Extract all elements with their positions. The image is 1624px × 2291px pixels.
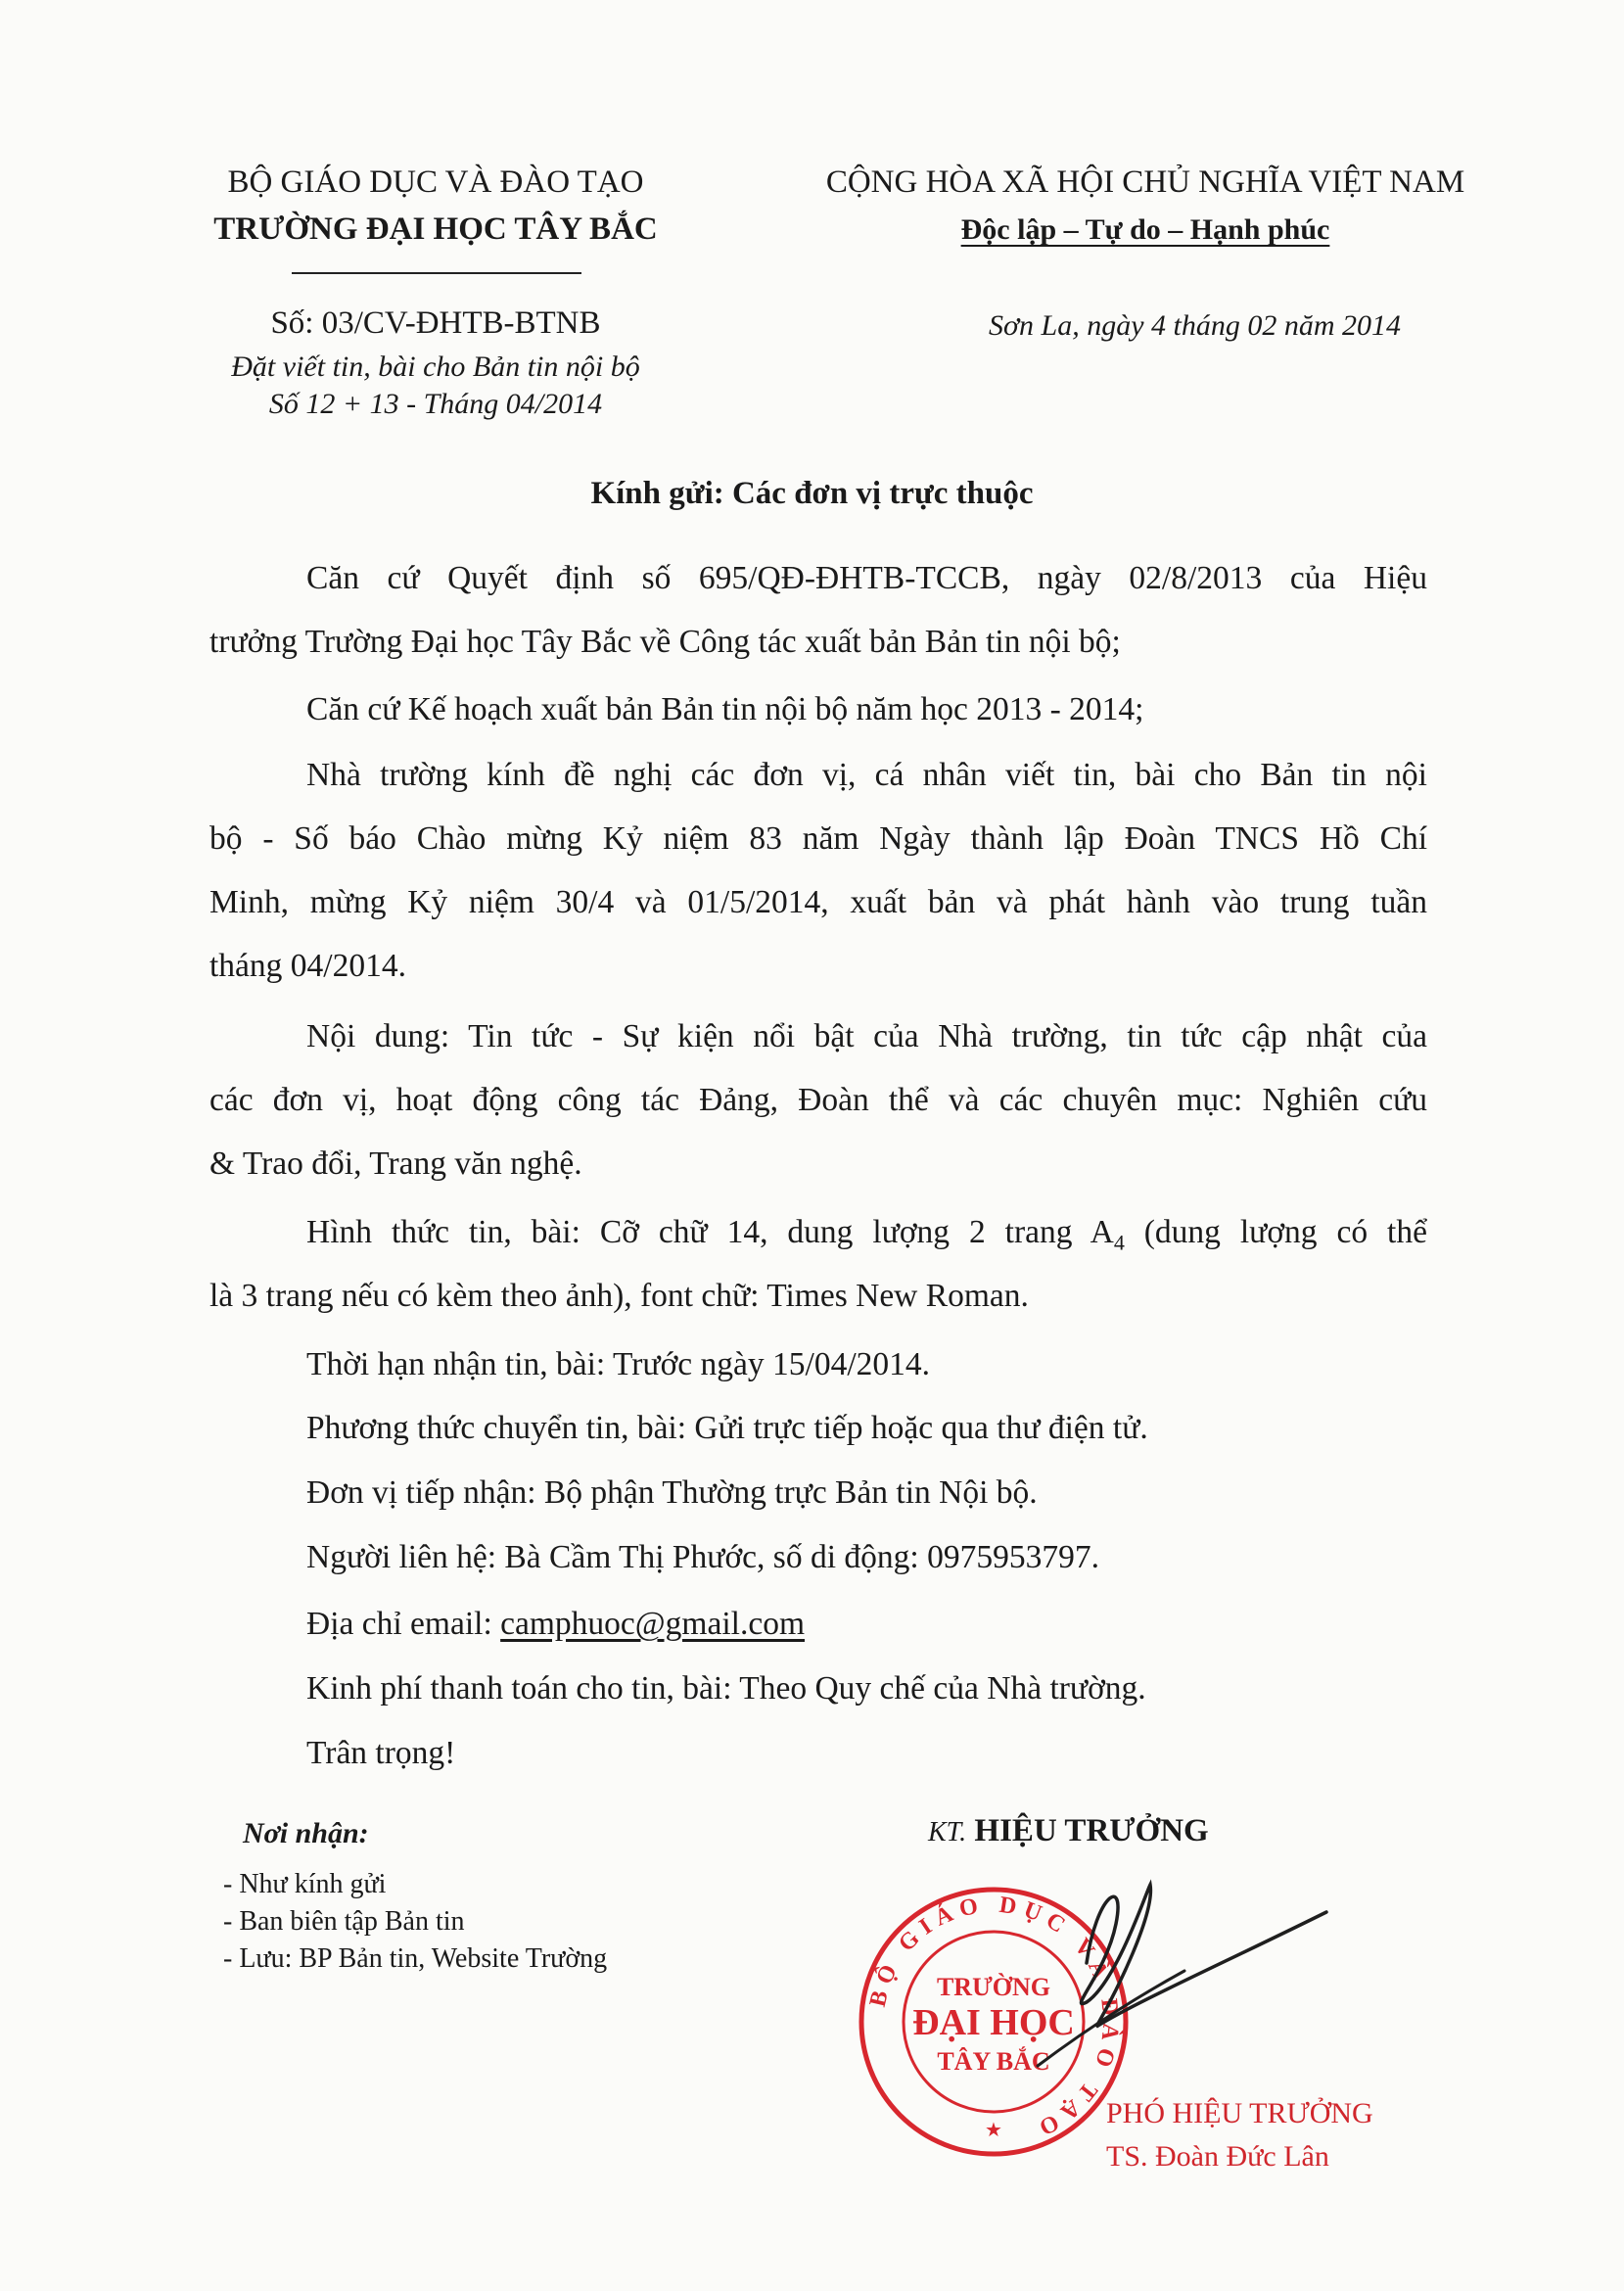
paragraph-10 (306, 1606, 805, 1643)
subject-line-1: Đặt viết tin, bài cho Bản tin nội bộ (231, 351, 640, 383)
paragraph-4-line-1: Nội dung: Tin tức - Sự kiện nổi bật của Nhà trường, tin tức cập nhật của (306, 1018, 1427, 1054)
stamp-ring-text: BỘ GIÁO DỤC VÀ ĐÀO TẠO (864, 1892, 1124, 2143)
signature-heading: HIỆU TRƯỞNG (974, 1813, 1209, 1848)
place-date: Sơn La, ngày 4 tháng 02 năm 2014 (989, 309, 1402, 342)
signature-role: PHÓ HIỆU TRƯỞNG (1106, 2097, 1373, 2129)
email-label: Địa chỉ email: (306, 1606, 501, 1642)
paragraph-6: Thời hạn nhận tin, bài: Trước ngày 15/04/2014. (306, 1346, 931, 1382)
paragraph-3-line-1: Nhà trường kính đề nghị các đơn vị, cá nhân viết tin, bài cho Bản tin nội (306, 757, 1427, 793)
salutation: Kính gửi: Các đơn vị trực thuộc (590, 476, 1034, 511)
paragraph-5-line-1 (306, 1214, 1427, 1256)
paragraph-11: Kinh phí thanh toán cho tin, bài: Theo Quy chế của Nhà trường. (306, 1670, 1146, 1707)
format-subscript: 4 (1113, 1230, 1125, 1255)
paragraph-4-line-2: các đơn vị, hoạt động công tác Đảng, Đoàn thể và các chuyên mục: Nghiên cứu (209, 1082, 1427, 1118)
document-number: Số: 03/CV-ĐHTB-BTNB (270, 305, 601, 341)
motto-wrap (754, 213, 1537, 247)
paragraph-1-line-2: trưởng Trường Đại học Tây Bắc về Công tác xuất bản Bản tin nội bộ; (209, 624, 1121, 660)
recipient-item: - Lưu: BP Bản tin, Website Trường (223, 1943, 608, 1974)
ministry-name: BỘ GIÁO DỤC VÀ ĐÀO TẠO (227, 164, 644, 200)
header-divider (292, 272, 581, 274)
paragraph-1-line-1: Căn cứ Quyết định số 695/QĐ-ĐHTB-TCCB, ngày 02/8/2013 của Hiệu (306, 560, 1427, 596)
handwritten-signature (979, 1855, 1351, 2090)
stamp-star-icon: ★ (985, 2120, 1002, 2141)
subject-line-2: Số 12 + 13 - Tháng 04/2014 (268, 388, 603, 420)
recipient-item: - Như kính gửi (223, 1869, 387, 1899)
stamp-line-1: TRƯỜNG (936, 1973, 1051, 2001)
signature-stroke (1081, 1885, 1326, 2027)
stamp-line-2: ĐẠI HỌC (912, 2002, 1075, 2043)
paragraph-3-line-2: bộ - Số báo Chào mừng Kỷ niệm 83 năm Ngày thành lập Đoàn TNCS Hồ Chí (209, 820, 1427, 857)
paragraph-4-line-3: & Trao đổi, Trang văn nghệ. (209, 1146, 582, 1182)
closing: Trân trọng! (306, 1735, 456, 1771)
paragraph-2: Căn cứ Kế hoạch xuất bản Bản tin nội bộ năm học 2013 - 2014; (306, 691, 1144, 727)
signer-name: TS. Đoàn Đức Lân (1106, 2140, 1329, 2173)
format-text-b: (dung lượng có thể (1124, 1214, 1427, 1250)
signature-title (928, 1813, 1209, 1849)
email-link[interactable]: camphuoc@gmail.com (500, 1606, 805, 1642)
format-text-a: Hình thức tin, bài: Cỡ chữ 14, dung lượng 2 trang A (306, 1214, 1114, 1250)
paragraph-8: Đơn vị tiếp nhận: Bộ phận Thường trực Bản tin Nội bộ. (306, 1474, 1038, 1511)
signature-prefix: KT. (928, 1817, 967, 1847)
paragraph-3-line-4: tháng 04/2014. (209, 948, 406, 984)
republic-name: CỘNG HÒA XÃ HỘI CHỦ NGHĨA VIỆT NAM (825, 164, 1465, 200)
recipient-item: - Ban biên tập Bản tin (223, 1906, 465, 1937)
stamp-line-3: TÂY BẮC (937, 2047, 1050, 2076)
university-name: TRƯỜNG ĐẠI HỌC TÂY BẮC (213, 211, 658, 247)
paragraph-5-line-2: là 3 trang nếu có kèm theo ảnh), font chữ: Times New Roman. (209, 1278, 1029, 1314)
recipients-list (223, 1866, 607, 1978)
recipients-title: Nơi nhận: (243, 1817, 369, 1849)
national-motto: Độc lập – Tự do – Hạnh phúc (960, 213, 1330, 246)
paragraph-3-line-3: Minh, mừng Kỷ niệm 30/4 và 01/5/2014, xuất bản và phát hành vào trung tuần (209, 884, 1427, 920)
paragraph-7: Phương thức chuyển tin, bài: Gửi trực tiếp hoặc qua thư điện tử. (306, 1410, 1148, 1446)
paragraph-9: Người liên hệ: Bà Cầm Thị Phước, số di động: 0975953797. (306, 1539, 1099, 1575)
